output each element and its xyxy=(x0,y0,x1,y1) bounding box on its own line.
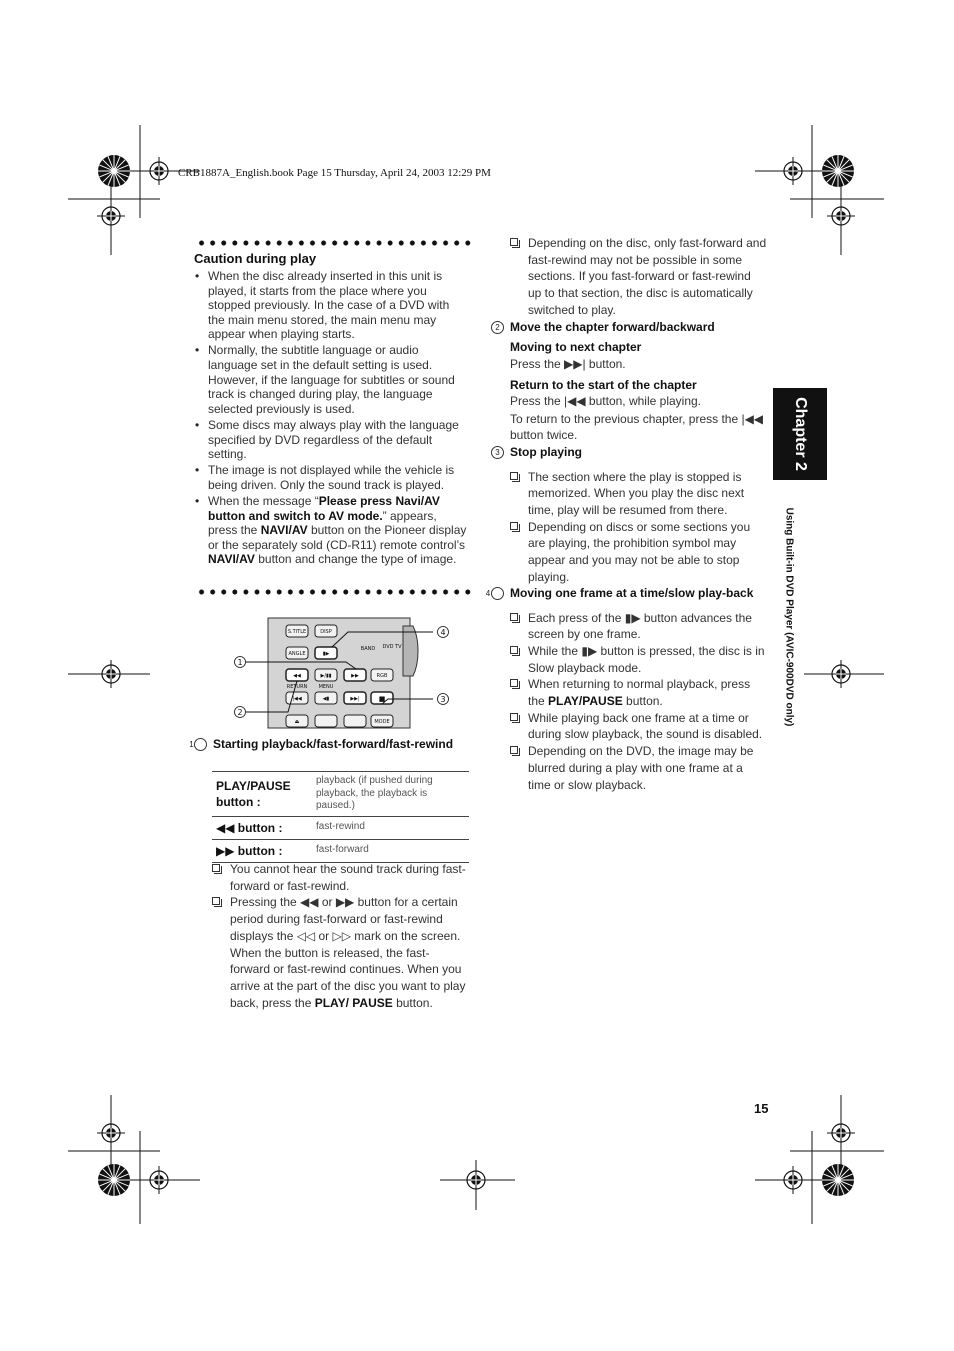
table-row xyxy=(212,772,469,817)
note-item: When returning to normal playback, press the PLAY/PAUSE button. xyxy=(510,676,766,709)
right-top-note: Depending on the disc, only fast-forward and fast-rewind may not be possible in some sections. If you fast-forward or fast-rewind up to that section, the disc is automatically switched to play. xyxy=(510,235,767,319)
chapter-tab-label: Chapter 2 xyxy=(792,397,809,471)
next-chapter-title: Moving to next chapter xyxy=(510,339,642,354)
remote-label-disp: DISP xyxy=(320,629,332,635)
svg-text:⏏: ⏏ xyxy=(294,719,300,725)
note-item: Depending on the DVD, the image may be blurred during a play with one frame at a time or slow playback. xyxy=(510,743,766,793)
svg-text:▶▶|: ▶▶| xyxy=(350,696,360,702)
step-4-heading: 4 Moving one frame at a time/slow play-back xyxy=(485,586,754,600)
remote-label-menu: MENU xyxy=(318,684,334,690)
chapter-tab xyxy=(773,388,827,480)
callout-3: 3 xyxy=(440,695,446,704)
table-row xyxy=(212,816,469,839)
step-1-number: 1 xyxy=(194,738,207,751)
table-row xyxy=(212,839,469,862)
svg-text:▮▶: ▮▶ xyxy=(322,651,330,657)
callout-1: 1 xyxy=(237,658,243,667)
step-3 xyxy=(491,445,766,585)
caution-item: • Normally, the subtitle language or audio language set in the default setting is used. However, if the language for subtitles or sound track is changed during play, the language selected previously is used. xyxy=(194,343,469,416)
dotted-divider-bottom xyxy=(196,588,472,596)
svg-text:▶▶: ▶▶ xyxy=(351,673,359,679)
svg-text:◀▮: ◀▮ xyxy=(322,696,330,702)
step-3-heading: 3 Stop playing xyxy=(491,445,766,460)
next-chapter-text: Press the ▶▶| button. xyxy=(510,356,626,371)
step-4 xyxy=(485,586,766,793)
remote-label-return: RETURN xyxy=(286,684,308,690)
table-value: playback (if pushed during playback, the playback is paused.) xyxy=(312,772,469,817)
step-2-heading: 2 Move the chapter forward/backward xyxy=(491,320,766,335)
return-chapter-title: Return to the start of the chapter xyxy=(510,378,697,393)
return-chapter-text: Press the |◀◀ button, while playing. xyxy=(510,394,702,409)
note-item: Pressing the ◀◀ or ▶▶ button for a certain period during fast-forward or fast-rewind displays the ◁◁ or ▷▷ mark on the screen. When the button is released, the fast-forward or fast-rewind continues. When you arrive at the part of the disc you want to play back, press the PLAY/ PAUSE button. xyxy=(212,894,469,1011)
table-key: ▶▶ button : xyxy=(212,839,312,862)
caution-item: • When the message “Please press Navi/AV button and switch to AV mode.” appears, press the NAVI/AV button on the Pioneer display or the separately sold (CD-R11) remote control’s NAVI/AV button and change the type of image. xyxy=(194,494,469,567)
table-key: ◀◀ button : xyxy=(212,816,312,839)
table-value: fast-forward xyxy=(312,839,469,862)
step-2 xyxy=(491,320,766,444)
caution-list xyxy=(194,269,469,568)
dotted-divider-top xyxy=(196,239,472,247)
svg-text:◀◀: ◀◀ xyxy=(293,673,301,679)
print-header: CRB1887A_English.book Page 15 Thursday, April 24, 2003 12:29 PM xyxy=(178,167,491,179)
callout-4: 4 xyxy=(440,628,446,637)
note-item: Depending on discs or some sections you are playing, the prohibition symbol may appear and you may not be able to stop playing. xyxy=(510,519,766,586)
svg-text:■: ■ xyxy=(378,695,386,703)
step-1-title: Starting playback/fast-forward/fast-rewind xyxy=(213,737,454,751)
svg-text:|◀◀: |◀◀ xyxy=(292,696,302,702)
caution-item: • Some discs may always play with the language specified by DVD regardless of the default setting. xyxy=(194,418,469,462)
note-item: While the ▮▶ button is pressed, the disc is in Slow playback mode. xyxy=(510,643,766,676)
remote-label-rgb: RGB xyxy=(376,673,388,679)
note-item: Each press of the ▮▶ button advances the screen by one frame. xyxy=(510,610,766,643)
table-value: fast-rewind xyxy=(312,816,469,839)
remote-label-s-title: S.TITLE xyxy=(287,629,307,635)
remote-label-dvd-tv: DVD TV xyxy=(382,644,402,650)
callout-2: 2 xyxy=(237,708,243,717)
caution-item: • The image is not displayed while the vehicle is being driven. Only the sound track is played. xyxy=(194,463,469,492)
caution-item: • When the disc already inserted in this unit is played, it starts from the place where you stopped previously. In the case of a DVD with the main menu stored, the main menu may appear when playing starts. xyxy=(194,269,469,342)
svg-text:▶/▮▮: ▶/▮▮ xyxy=(320,673,332,679)
step-1-button-table xyxy=(212,771,469,863)
return-chapter-text-2: To return to the previous chapter, press the |◀◀ button twice. xyxy=(510,411,764,443)
note-item: The section where the play is stopped is memorized. When you play the disc next time, play will be resumed from there. xyxy=(510,469,766,519)
remote-label-band: BAND xyxy=(360,646,376,652)
table-key: PLAY/PAUSE button : xyxy=(212,772,312,817)
side-section-title: Using Built-in DVD Player (AVIC-900DVD only) xyxy=(783,507,795,727)
remote-label-angle: ANGLE xyxy=(288,651,306,657)
note-item: While playing back one frame at a time or during slow playback, the sound is disabled. xyxy=(510,710,766,743)
remote-label-mode: MODE xyxy=(374,719,390,725)
caution-title: Caution during play xyxy=(194,251,317,266)
step-1-heading xyxy=(189,737,487,752)
note-item: You cannot hear the sound track during fast-forward or fast-rewind. xyxy=(212,861,469,894)
page-number: 15 xyxy=(754,1101,769,1116)
step-1-notes xyxy=(212,861,469,1011)
remote-control-figure xyxy=(228,616,458,729)
